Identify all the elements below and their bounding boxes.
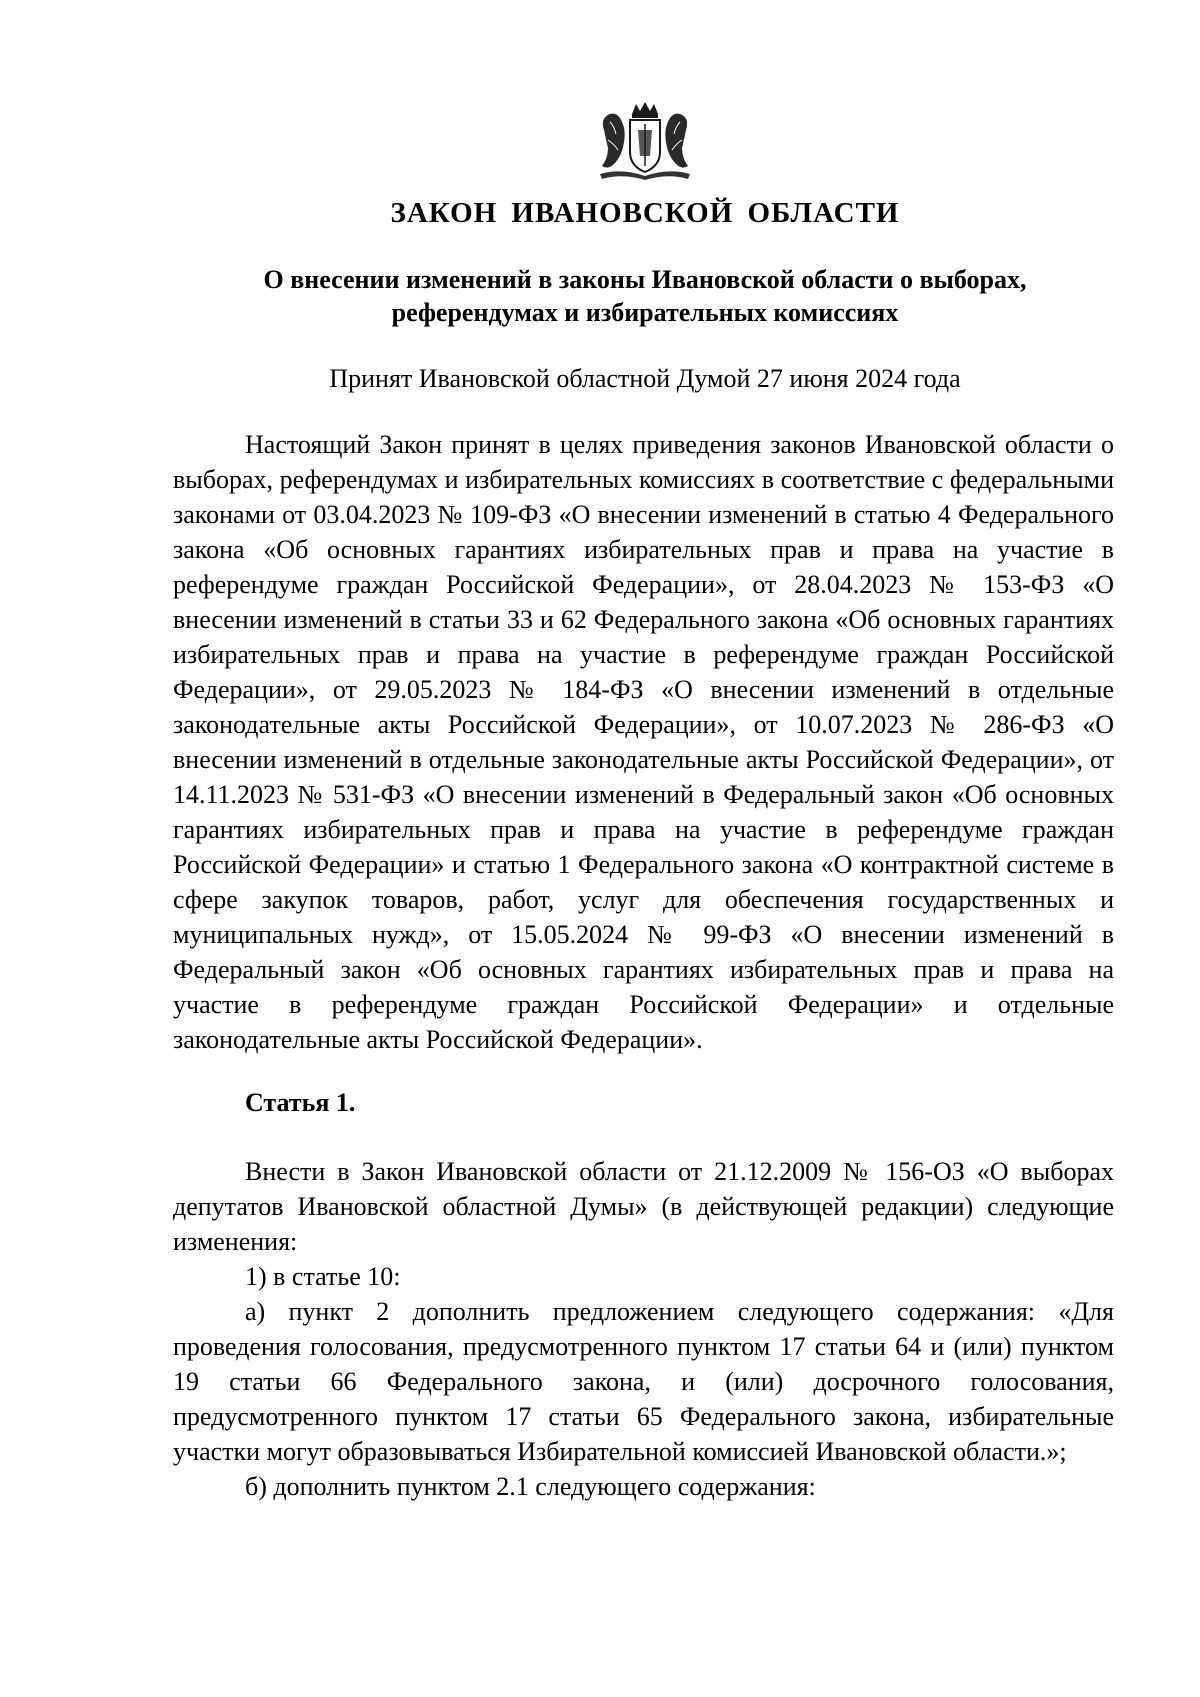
preamble-paragraph: Настоящий Закон принят в целях приведения законов Ивановской области о выборах, референдумах и избирательных комиссиях в соответствие с федеральными законами от 03.04.2023 № 109-ФЗ «О внесении изменений в статью 4 Федерального закона «Об основных гарантиях избирательных прав и права на участие в референдуме граждан Российской Федерации», от 28.04.2023 № 153-ФЗ «О внесении изменений в статьи 33 и 62 Федерального закона «Об основных гарантиях избирательных прав и права на участие в референдуме граждан Российской Федерации», от 29.05.2023 № 184-ФЗ «О внесении изменений в отдельные законодательные акты Российской Федерации», от 10.07.2023 № 286-ФЗ «О внесении изменений в отдельные законодательные акты Российской Федерации», от 14.11.2023 № 531-ФЗ «О внесении изменений в Федеральный закон «Об основных гарантиях избирательных прав и права на участие в референдуме граждан Российской Федерации» и статью 1 Федерального закона «О контрактной системе в сфере закупок товаров, работ, услуг для обеспечения государственных и муниципальных нужд», от 15.05.2024 № 99-ФЗ «О внесении изменений в Федеральный закон «Об основных гарантиях избирательных прав и права на участие в референдуме граждан Российской Федерации» и отдельные законодательные акты Российской Федерации». (173, 430, 1114, 1054)
article-1-paragraph: а) пункт 2 дополнить предложением следующего содержания: «Для проведения голосования, предусмотренного пунктом 17 статьи 64 и (или) пунктом 19 статьи 66 Федерального закона, и (или) досрочного голосования, предусмотренного пунктом 17 статьи 65 Федерального закона, избирательные участки могут образовываться Избирательной комиссией Ивановской области.»; (173, 1297, 1114, 1466)
law-subtitle-line-1: О внесении изменений в законы Ивановской области о выборах, (263, 265, 1027, 294)
law-subtitle (0, 263, 1200, 329)
preamble (173, 427, 1114, 1057)
article-1-paragraph: 1) в статье 10: (245, 1262, 401, 1291)
article-1-paragraph: Внести в Закон Ивановской области от 21.12.2009 № 156-ОЗ «О выборах депутатов Ивановской областной Думы» (в действующей редакции) следующие изменения: (173, 1157, 1114, 1256)
ivanovo-coat-of-arms-icon (596, 100, 694, 182)
law-title: ЗАКОН ИВАНОВСКОЙ ОБЛАСТИ (390, 197, 900, 229)
adoption-line: Принят Ивановской областной Думой 27 июня 2024 года (329, 364, 961, 393)
law-subtitle-line-2: референдумах и избирательных комиссиях (391, 298, 899, 327)
article-1-heading: Статья 1. (245, 1088, 356, 1117)
article-1-paragraph: б) дополнить пунктом 2.1 следующего содержания: (245, 1472, 816, 1501)
article-1-body (173, 1154, 1114, 1504)
